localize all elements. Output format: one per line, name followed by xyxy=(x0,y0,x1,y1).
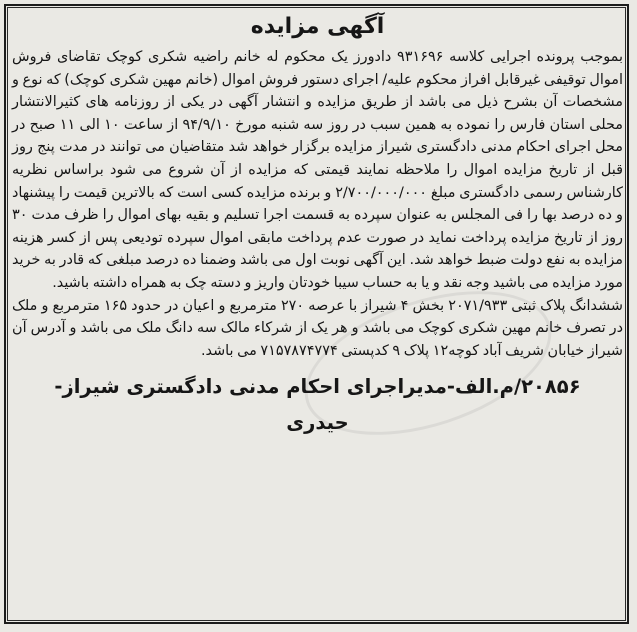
signature-name: حیدری xyxy=(286,411,349,435)
notice-content xyxy=(12,10,623,620)
notice-title: آگهی مزایده xyxy=(250,14,385,39)
notice-paragraph-property-details: ششدانگ پلاک ثبتی ۲۰۷۱/۹۳۳ بخش ۴ شیراز با عرصه ۲۷۰ مترمربع و اعیان در حدود ۱۶۵ مترمربع و ملک در تصرف خانم مهین شکری کوچک می باشد و هر یک از شرکاء مالک سه دانگ ملک می باشد و آدرس آن شیراز خیابان شریف آباد کوچه۱۲ پلاک ۹ کدپستی ۷۱۵۷۸۷۴۷۷۴ می باشد. xyxy=(12,297,623,359)
notice-signature xyxy=(12,370,623,440)
signature-office-line: ۲۰۸۵۶/م.الف-مدیراجرای احکام مدنی دادگستری شیراز- xyxy=(54,375,581,399)
notice-paragraph-auction-terms: بموجب پرونده اجرایی کلاسه ۹۳۱۶۹۶ دادورز یک محکوم له خانم راضیه شکری کوچک تقاضای فروش اموال توقیفی غیرقابل افراز محکوم علیه/ اجرای دستور فروش اموال (خانم مهین شکری کوچک) که نوع و مشخصات آن بشرح ذیل می باشد از طریق مزایده و انتشار آگهی در یکی از روزنامه های کثیرالانتشار محلی استان فارس را نموده به همین سبب در روز سه شنبه مورخ ۹۴/۹/۱۰ از ساعت ۱۰ الی ۱۱ صبح در محل اجرای احکام مدنی دادگستری شیراز مزایده برگزار خواهد شد متقاضیان می توانند در مدت پنج روز قبل از تاریخ مزایده اموال را ملاحظه نمایند قیمتی که مزایده از آن شروع می شود براساس نظریه کارشناس رسمی دادگستری مبلغ ۲/۷۰۰/۰۰۰/۰۰۰ و برنده مزایده کسی است که بالاترین قیمت را پیشنهاد و ده درصد بها را فی المجلس به عنوان سپرده به قسمت اجرا تسلیم و بقیه بهای اموال را ظرف مدت ۳۰ روز از تاریخ مزایده پرداخت نماید در صورت عدم پرداخت مابقی اموال سپرده تودیعی پس از کسر هزینه مزایده به نفع دولت ضبط خواهد شد. این آگهی نوبت اول می باشد وضمنا ده درصد مبلغی که قادر به خرید مورد مزایده می باشید وجه نقد و یا به حساب سیبا خودتان واریز و دسته چک به همراه داشته باشید. xyxy=(12,49,623,291)
notice-body xyxy=(12,46,623,362)
